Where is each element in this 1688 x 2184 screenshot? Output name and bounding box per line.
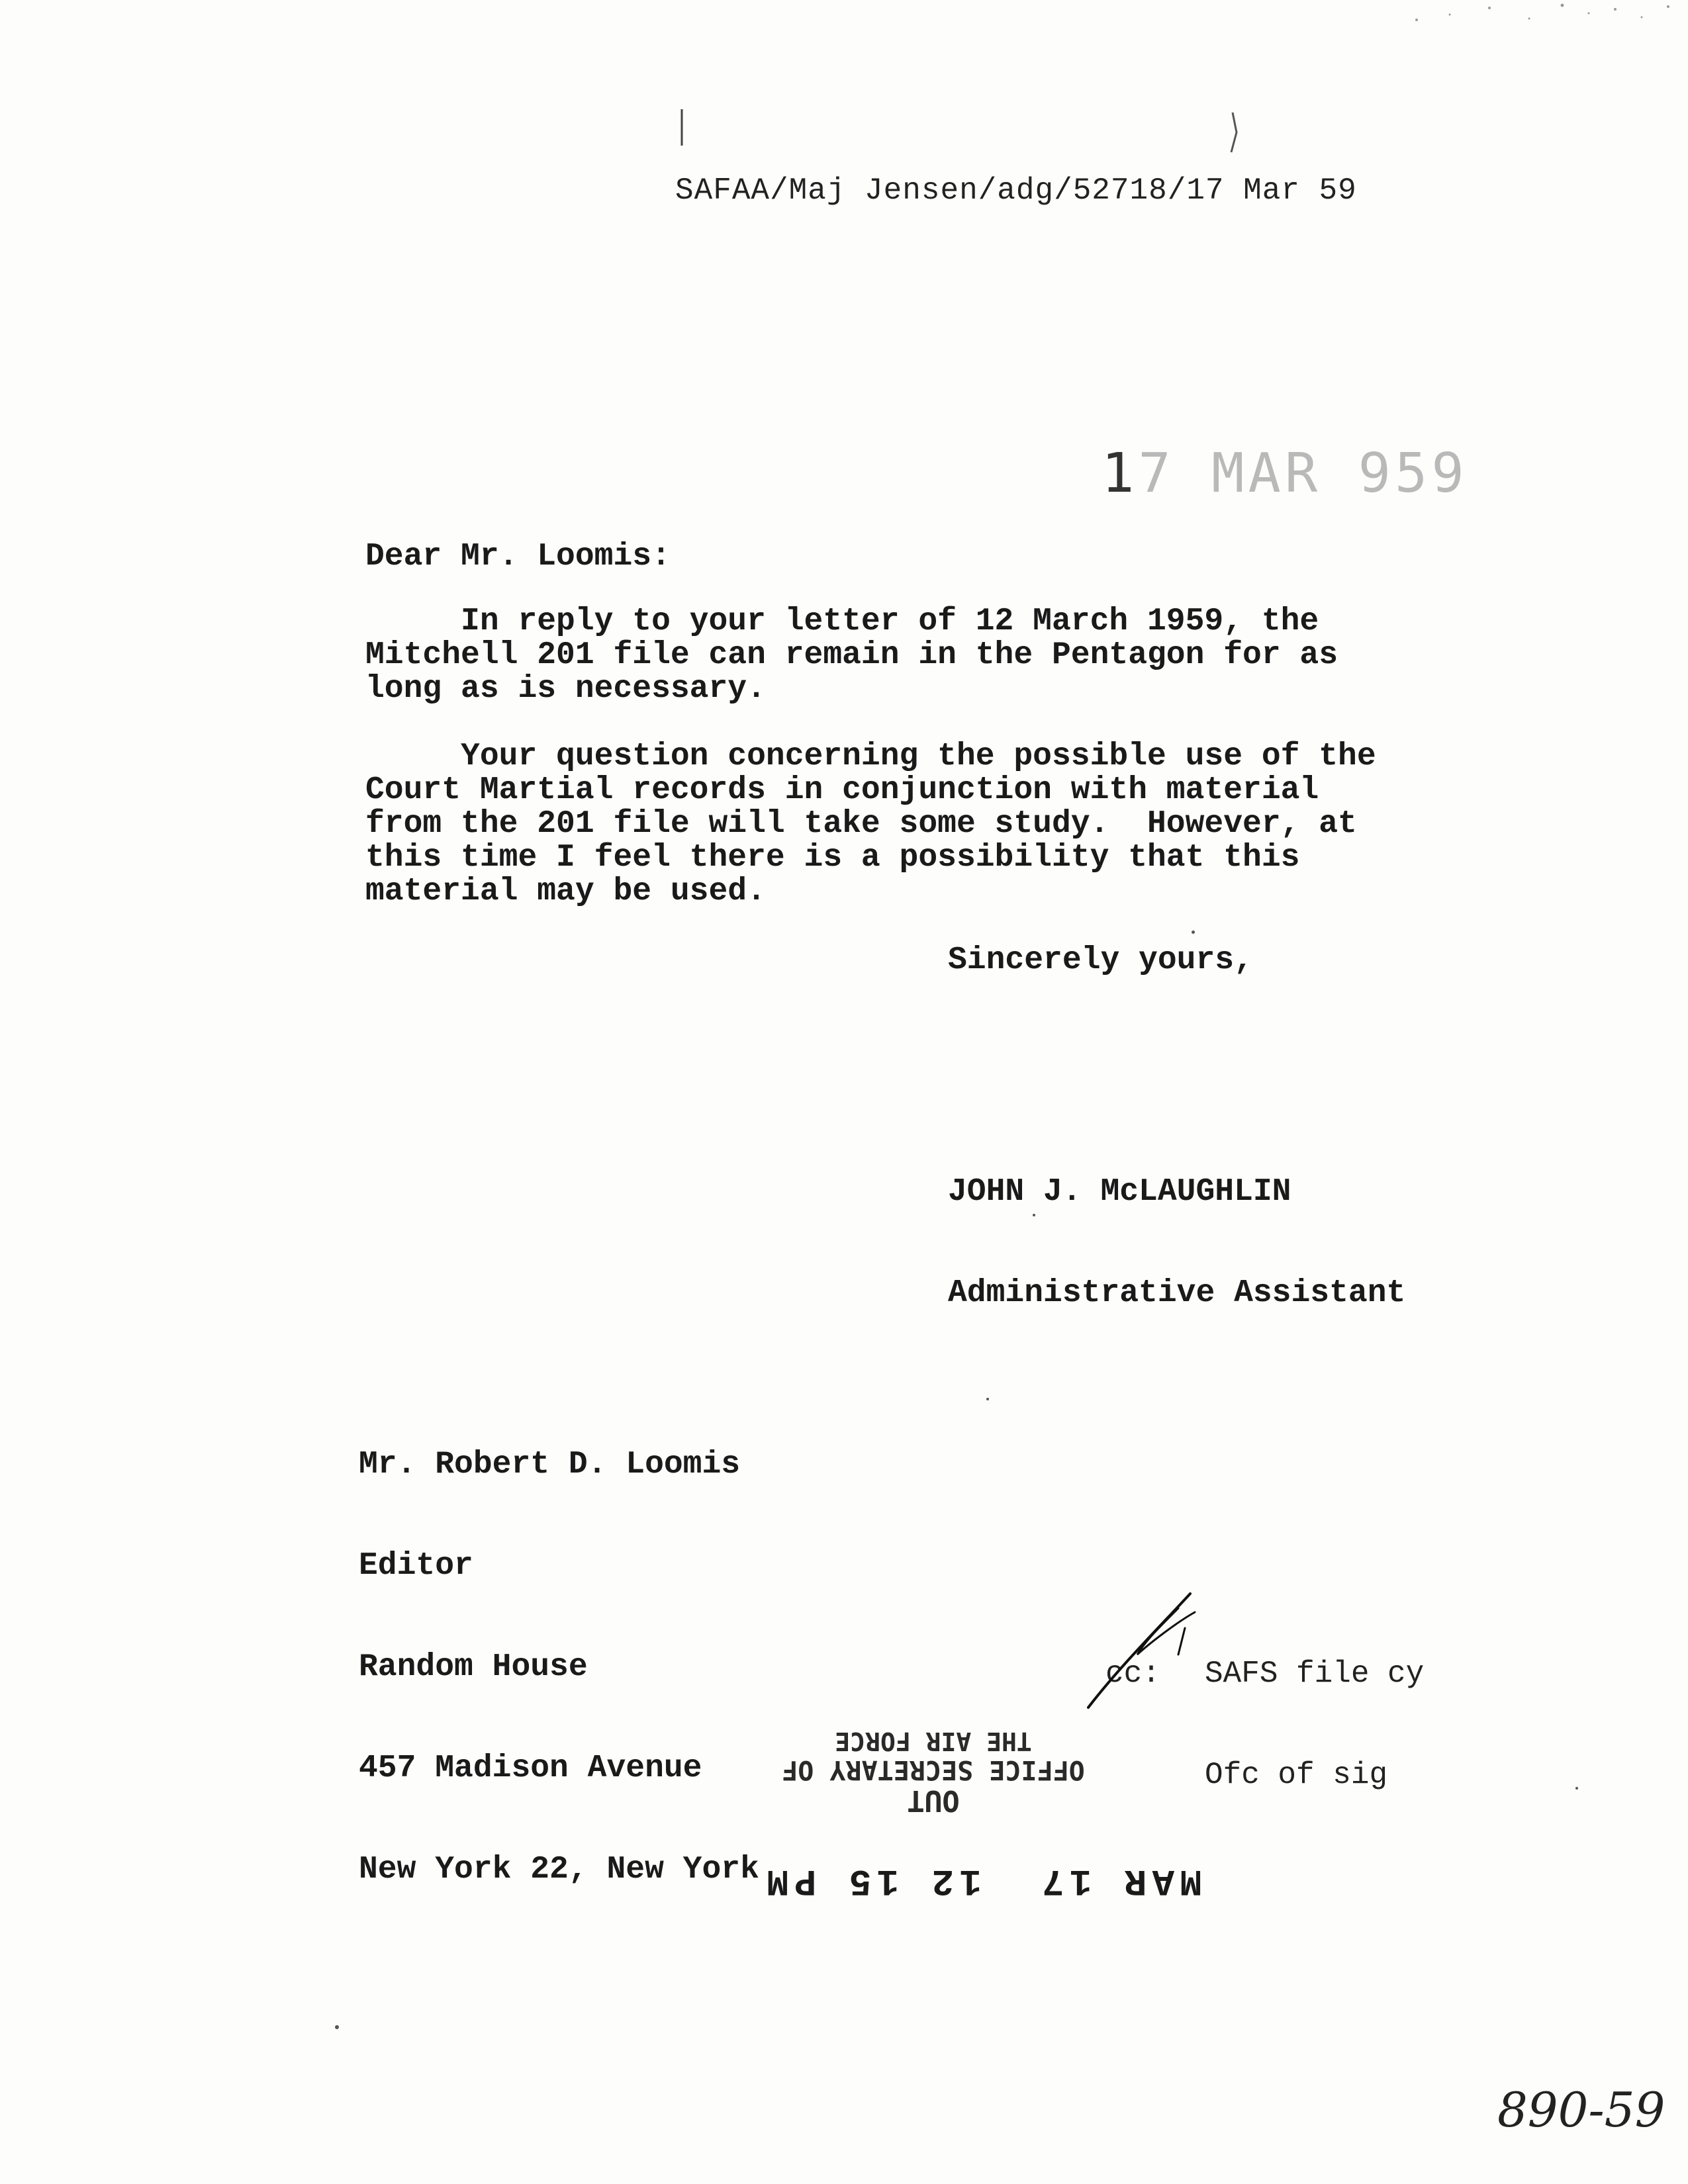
paragraph-line: material may be used. [365,874,766,909]
paragraph-line: Your question concerning the possible use of the [365,739,1376,774]
handwritten-file-number: 890-59 [1497,2082,1665,2138]
margin-ticks [662,106,1284,165]
scan-speck [986,1398,989,1400]
cc-entry: SAFS file cy [1205,1657,1425,1691]
scan-speck [1575,1787,1578,1790]
out-stamp-line: THE AIR FORCE [835,1727,1032,1756]
cc-entry: Ofc of sig [1205,1758,1388,1792]
out-stamp-line: OUT [907,1784,960,1817]
scan-edge-noise [1390,0,1688,40]
paragraph-line: In reply to your letter of 12 March 1959, the [365,604,1319,639]
cc-label: cc: [1105,1657,1160,1691]
time-stamp: MAR 17 12 15 PM [761,1860,1202,1902]
scan-speck [1192,931,1195,934]
scan-speck [1033,1214,1035,1216]
date-stamp-rest: 7 MAR 959 [1138,442,1468,505]
body-paragraph [365,605,1425,706]
paragraph-line: this time I feel there is a possibility that this [365,840,1300,876]
signer-name: JOHN J. McLAUGHLIN [948,1174,1291,1210]
paragraph-line: from the 201 file will take some study. However, at [365,806,1357,842]
paragraph-line: long as is necessary. [365,671,766,707]
paragraph-line: Court Martial records in conjunction with material [365,772,1319,808]
handwritten-check-mark [1079,1588,1211,1714]
signature-block [948,1108,1405,1378]
salutation: Dear Mr. Loomis: [365,539,671,574]
address-line: Mr. Robert D. Loomis [359,1447,741,1482]
scan-speck [335,2025,339,2029]
cc-row [1105,1758,1424,1792]
paragraph-line: Mitchell 201 file can remain in the Pentagon for as [365,637,1338,673]
recipient-address [359,1381,759,1954]
closing: Sincerely yours, [948,942,1253,978]
out-stamp-text [748,1727,1119,1816]
out-stamp-line: OFFICE SECRETARY OF [782,1754,1085,1785]
address-line: Editor [359,1548,473,1584]
address-line: New York 22, New York [359,1852,759,1888]
reference-line: SAFAA/Maj Jensen/adg/52718/17 Mar 59 [675,173,1357,208]
body-paragraph [365,740,1425,909]
signer-title: Administrative Assistant [948,1275,1406,1311]
address-line: 457 Madison Avenue [359,1751,702,1786]
date-stamp-lead: 1 [1102,442,1139,505]
received-date-stamp [1102,442,1468,505]
address-line: Random House [359,1649,588,1685]
